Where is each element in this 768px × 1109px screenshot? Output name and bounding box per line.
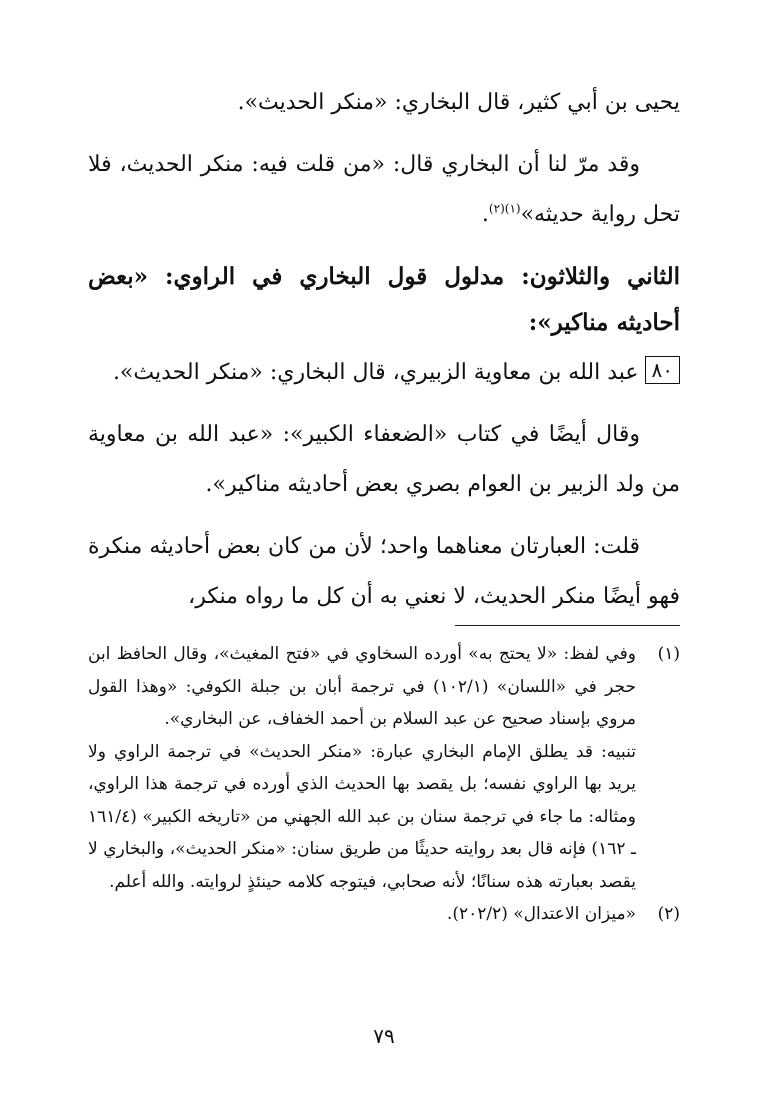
section-heading: الثاني والثلاثون: مدلول قول البخاري في الراوي: «بعض أحاديثه مناكير»: [88,263,680,336]
paragraph-4: وقال أيضًا في كتاب «الضعفاء الكبير»: «عبد الله بن معاوية من ولد الزبير بن العوام بصري بعض أحاديثه مناكير». [88,422,680,497]
footnote-separator [455,625,680,626]
page-number: ٧٩ [373,1024,395,1048]
paragraph-5: قلت: العبارتان معناهما واحد؛ لأن من كان بعض أحاديثه منكرة فهو أيضًا منكر الحديث، لا نعني به أن كل ما رواه منكر، [88,534,680,609]
footnote-2 [88,898,680,931]
footnote-1-number: (١) [657,644,680,664]
paragraph-1-text: يحيى بن أبي كثير، قال البخاري: «منكر الحديث». [237,90,680,115]
paragraph-3 [88,348,680,398]
footnote-references: (١)(٢) [488,201,521,216]
footnote-note-text: تنبيه: قد يطلق الإمام البخاري عبارة: «منكر الحديث» في ترجمة الراوي ولا يريد بها الراوي نفسه؛ بل يقصد بها الحديث الذي أورده في ترجمة هذا الراوي، ومثاله: ما جاء في ترجمة سنان بن عبد الله الجهني من «تاريخه الكبير» (١٦١/٤ ـ ١٦٢) فإنه قال بعد روايته حديثًا من طريق سنان: «منكر الحديث»، والبخاري لا يقصد بعبارته هذه سنانًا؛ لأنه صحابي، فيتوجه كلامه حينئذٍ لروايته. والله أعلم. [88,741,636,892]
footnotes [88,638,680,931]
paragraph-3-text: عبد الله بن معاوية الزبيري، قال البخاري: «منكر الحديث». [112,360,639,385]
paragraph-1 [88,78,680,128]
paragraph-2 [88,140,680,240]
entry-number-box: ٨٠ [645,356,680,384]
paragraph-2-text: وقد مرّ لنا أن البخاري قال: «من قلت فيه: منكر الحديث، فلا تحل رواية حديثه» [88,152,680,227]
footnote-2-number: (٢) [657,904,680,924]
footnote-note [88,736,680,899]
footnote-2-text: «ميزان الاعتدال» (٢٠٢/٢). [446,904,636,924]
footnote-1-text: وفي لفظ: «لا يحتج به» أورده السخاوي في «فتح المغيث»، وقال الحافظ ابن حجر في «اللسان» (١٠٢/١) في ترجمة أبان بن جبلة الكوفي: «وهذا القول مروي بإسناد صحيح عن عبد السلام بن أحمد الخفاف، عن البخاري». [88,644,636,729]
main-text [88,78,680,622]
book-page [88,0,680,1109]
footnote-1 [88,638,680,736]
paragraph-2-end: . [481,202,489,227]
